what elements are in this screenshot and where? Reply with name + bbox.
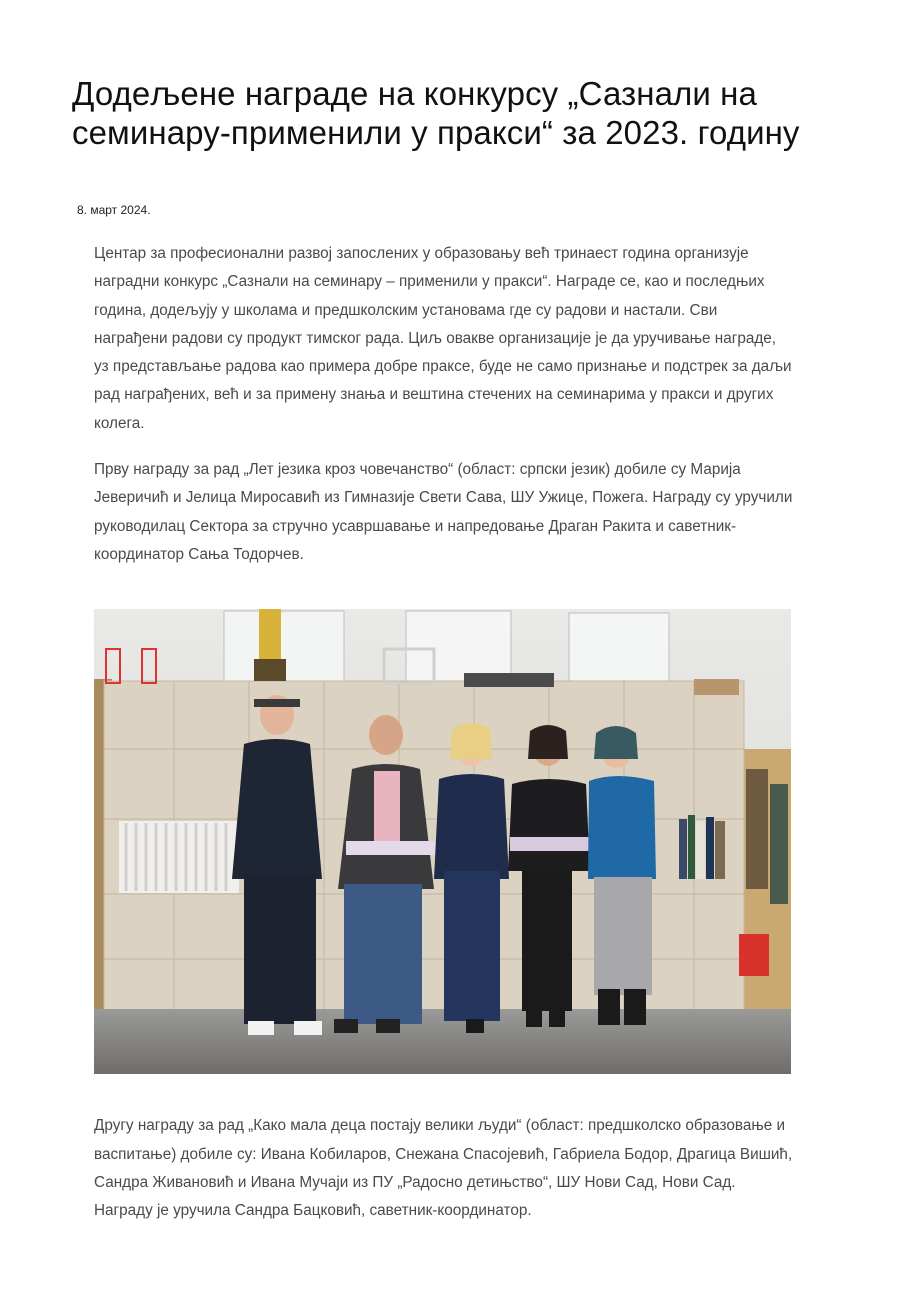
intro-paragraph: Центар за професионални развој запослених у образовању већ тринаест година организује наградни конкурс „Сазнали на семинару – применили у пракси“. Награде се, као и последњих година, додељују у школама и предшколским установама где су радови и настали. Сви награђени радови су продукт тимског рада. Циљ овакве организације је да уручивање награде, уз представљање радова као примера добре праксе, буде не само признање и подстрек за даљи рад награђених, већ и за примену знања и вештина стечених на семинарима у пракси и других колега. bbox=[94, 245, 792, 432]
page-title: Додељене награде на конкурсу „Сазнали на семинару-применили у пракси“ за 2023. годину bbox=[72, 75, 800, 151]
article-body bbox=[94, 240, 794, 1225]
first-award-paragraph: Прву награду за рад „Лет језика кроз човечанство“ (област: српски језик) добиле су Марија Јеверичић и Јелица Миросавић из Гимназије Свети Сава, ШУ Ужице, Пожега. Награду су уручили руководилац Сектора за стручно усавршавање и напредовање Драган Ракита и саветник-координатор Сања Тодорчев. bbox=[94, 461, 793, 563]
post-date: 8. март 2024. bbox=[77, 203, 151, 217]
second-award-paragraph: Другу награду за рад „Како мала деца постају велики људи“ (област: предшколско образовање и васпитање) добиле су: Ивана Кобиларов, Снежана Спасојевић, Габриела Бодор, Драгица Вишић, Сандра Живановић и Ивана Мучаји из ПУ „Радосно детињство“, ШУ Нови Сад, Нови Сад. Награду је уручила Сандра Бацковић, саветник-координатор. bbox=[94, 1117, 793, 1220]
award-ceremony-photo bbox=[94, 609, 791, 1074]
